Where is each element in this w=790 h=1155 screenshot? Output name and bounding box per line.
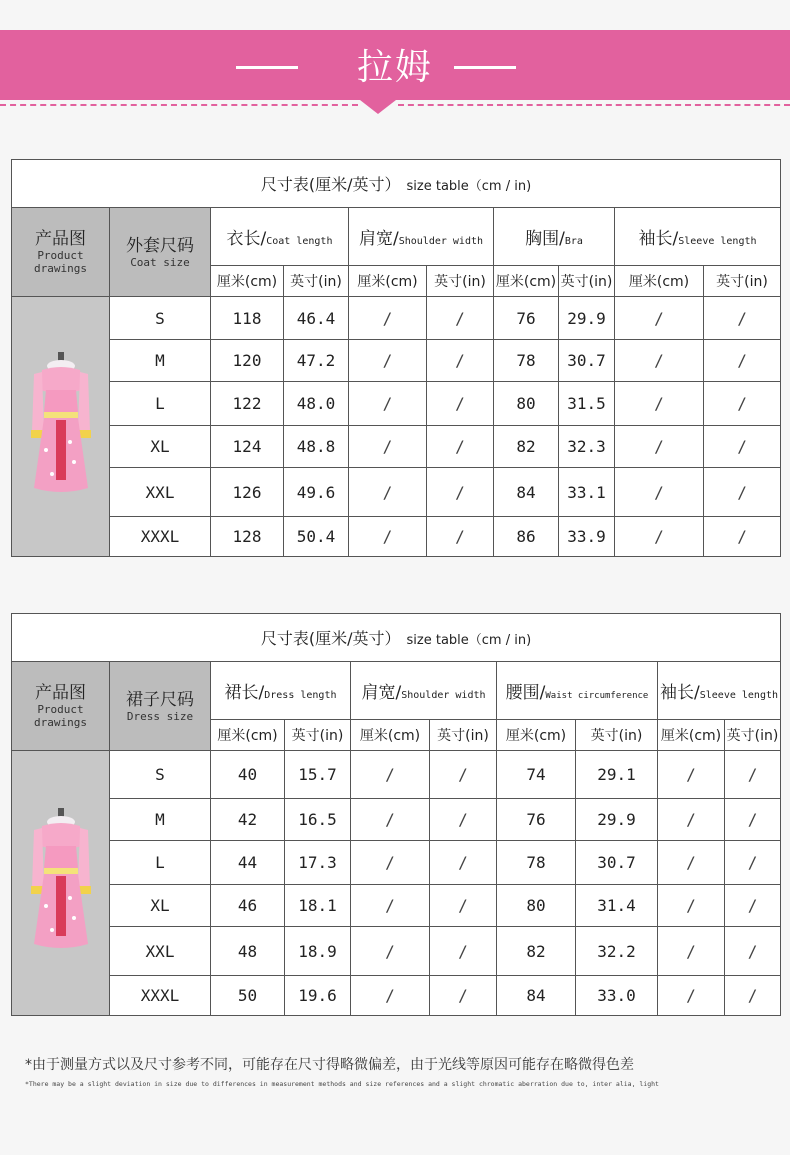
empty-value-cell: / xyxy=(427,297,494,340)
table-row xyxy=(12,799,781,841)
empty-value-cell: / xyxy=(704,297,781,340)
empty-value-cell: / xyxy=(351,976,430,1016)
unit-cm: 厘米(cm) xyxy=(211,266,284,297)
measure-header-waist: 腰围/Waist circumference xyxy=(497,662,658,720)
unit-cm: 厘米(cm) xyxy=(349,266,427,297)
empty-value-cell: / xyxy=(351,751,430,799)
value-cell: 31.5 xyxy=(559,382,615,426)
size-cell: L xyxy=(110,382,211,426)
value-cell: 33.0 xyxy=(576,976,658,1016)
measure-header-sleeve: 袖长/Sleeve length xyxy=(615,208,781,266)
size-cell: XXL xyxy=(110,927,211,976)
value-cell: 18.1 xyxy=(285,885,351,927)
size-cell: XL xyxy=(110,885,211,927)
empty-value-cell: / xyxy=(658,841,725,885)
table-body xyxy=(12,297,781,557)
empty-value-cell: / xyxy=(658,927,725,976)
value-cell: 74 xyxy=(497,751,576,799)
empty-value-cell: / xyxy=(704,340,781,382)
size-cell: XXXL xyxy=(110,976,211,1016)
value-cell: 49.6 xyxy=(284,468,349,517)
empty-value-cell: / xyxy=(704,426,781,468)
value-cell: 46.4 xyxy=(284,297,349,340)
measure-header-shoulder: 肩宽/Shoulder width xyxy=(349,208,494,266)
unit-cm: 厘米(cm) xyxy=(211,720,285,751)
empty-value-cell: / xyxy=(658,885,725,927)
product-drawing-header: 产品图 Product drawings xyxy=(12,662,110,751)
measure-header-sleeve: 袖长/Sleeve length xyxy=(658,662,781,720)
value-cell: 80 xyxy=(497,885,576,927)
measure-header-bust: 胸围/Bra xyxy=(494,208,615,266)
table-row xyxy=(12,751,781,799)
value-cell: 29.9 xyxy=(576,799,658,841)
empty-value-cell: / xyxy=(615,468,704,517)
table-row xyxy=(12,340,781,382)
value-cell: 82 xyxy=(497,927,576,976)
value-cell: 30.7 xyxy=(576,841,658,885)
size-cell: XXXL xyxy=(110,517,211,557)
value-cell: 44 xyxy=(211,841,285,885)
value-cell: 48 xyxy=(211,927,285,976)
empty-value-cell: / xyxy=(349,426,427,468)
empty-value-cell: / xyxy=(349,297,427,340)
empty-value-cell: / xyxy=(615,517,704,557)
empty-value-cell: / xyxy=(725,885,781,927)
empty-value-cell: / xyxy=(349,382,427,426)
table-row xyxy=(12,382,781,426)
size-cell: M xyxy=(110,799,211,841)
empty-value-cell: / xyxy=(615,382,704,426)
value-cell: 16.5 xyxy=(285,799,351,841)
value-cell: 118 xyxy=(211,297,284,340)
value-cell: 84 xyxy=(497,976,576,1016)
table-title: 尺寸表(厘米/英寸） size table（cm / in) xyxy=(12,160,781,208)
empty-value-cell: / xyxy=(427,517,494,557)
unit-cm: 厘米(cm) xyxy=(351,720,430,751)
unit-cm: 厘米(cm) xyxy=(658,720,725,751)
value-cell: 29.1 xyxy=(576,751,658,799)
value-cell: 31.4 xyxy=(576,885,658,927)
banner-notch xyxy=(360,100,396,114)
value-cell: 80 xyxy=(494,382,559,426)
empty-value-cell: / xyxy=(704,382,781,426)
measure-header-length: 衣长/Coat length xyxy=(211,208,349,266)
empty-value-cell: / xyxy=(430,976,497,1016)
value-cell: 76 xyxy=(494,297,559,340)
empty-value-cell: / xyxy=(725,927,781,976)
table-row xyxy=(12,976,781,1016)
coat-size-table xyxy=(11,159,781,557)
value-cell: 29.9 xyxy=(559,297,615,340)
value-cell: 84 xyxy=(494,468,559,517)
size-cell: XXL xyxy=(110,468,211,517)
table-row xyxy=(12,297,781,340)
value-cell: 86 xyxy=(494,517,559,557)
value-cell: 128 xyxy=(211,517,284,557)
empty-value-cell: / xyxy=(615,297,704,340)
value-cell: 47.2 xyxy=(284,340,349,382)
empty-value-cell: / xyxy=(349,468,427,517)
value-cell: 122 xyxy=(211,382,284,426)
value-cell: 50.4 xyxy=(284,517,349,557)
table-row xyxy=(12,468,781,517)
value-cell: 32.3 xyxy=(559,426,615,468)
empty-value-cell: / xyxy=(427,468,494,517)
table-row xyxy=(12,426,781,468)
value-cell: 76 xyxy=(497,799,576,841)
empty-value-cell: / xyxy=(427,382,494,426)
banner-dash-right xyxy=(398,104,790,106)
value-cell: 33.1 xyxy=(559,468,615,517)
empty-value-cell: / xyxy=(725,799,781,841)
dress-size-table xyxy=(11,613,781,1016)
empty-value-cell: / xyxy=(351,799,430,841)
empty-value-cell: / xyxy=(430,841,497,885)
unit-in: 英寸(in) xyxy=(704,266,781,297)
size-cell: S xyxy=(110,297,211,340)
measure-header-shoulder: 肩宽/Shoulder width xyxy=(351,662,497,720)
empty-value-cell: / xyxy=(430,799,497,841)
value-cell: 19.6 xyxy=(285,976,351,1016)
empty-value-cell: / xyxy=(725,751,781,799)
size-cell: L xyxy=(110,841,211,885)
value-cell: 30.7 xyxy=(559,340,615,382)
size-cell: M xyxy=(110,340,211,382)
value-cell: 33.9 xyxy=(559,517,615,557)
value-cell: 82 xyxy=(494,426,559,468)
value-cell: 17.3 xyxy=(285,841,351,885)
table-row xyxy=(12,885,781,927)
measure-header-length: 裙长/Dress length xyxy=(211,662,351,720)
empty-value-cell: / xyxy=(427,426,494,468)
empty-value-cell: / xyxy=(615,426,704,468)
unit-in: 英寸(in) xyxy=(284,266,349,297)
empty-value-cell: / xyxy=(704,517,781,557)
value-cell: 48.0 xyxy=(284,382,349,426)
size-header: 外套尺码 Coat size xyxy=(110,208,211,297)
unit-in: 英寸(in) xyxy=(430,720,497,751)
value-cell: 78 xyxy=(497,841,576,885)
unit-in: 英寸(in) xyxy=(576,720,658,751)
empty-value-cell: / xyxy=(430,751,497,799)
banner-dash-left xyxy=(0,104,358,106)
value-cell: 120 xyxy=(211,340,284,382)
value-cell: 42 xyxy=(211,799,285,841)
empty-value-cell: / xyxy=(351,927,430,976)
empty-value-cell: / xyxy=(725,841,781,885)
value-cell: 48.8 xyxy=(284,426,349,468)
value-cell: 126 xyxy=(211,468,284,517)
unit-cm: 厘米(cm) xyxy=(494,266,559,297)
size-cell: XL xyxy=(110,426,211,468)
empty-value-cell: / xyxy=(351,885,430,927)
empty-value-cell: / xyxy=(349,340,427,382)
disclaimer-zh: *由于测量方式以及尺寸参考不同，可能存在尺寸得略微偏差，由于光线等原因可能存在略微得色差 xyxy=(25,1057,634,1073)
unit-cm: 厘米(cm) xyxy=(615,266,704,297)
empty-value-cell: / xyxy=(658,799,725,841)
table-row xyxy=(12,927,781,976)
value-cell: 40 xyxy=(211,751,285,799)
value-cell: 32.2 xyxy=(576,927,658,976)
product-drawing-header: 产品图 Product drawings xyxy=(12,208,110,297)
unit-in: 英寸(in) xyxy=(725,720,781,751)
unit-in: 英寸(in) xyxy=(285,720,351,751)
value-cell: 50 xyxy=(211,976,285,1016)
empty-value-cell: / xyxy=(427,340,494,382)
coat-dress-illustration xyxy=(28,806,94,956)
size-cell: S xyxy=(110,751,211,799)
empty-value-cell: / xyxy=(430,927,497,976)
unit-cm: 厘米(cm) xyxy=(497,720,576,751)
empty-value-cell: / xyxy=(658,976,725,1016)
empty-value-cell: / xyxy=(658,751,725,799)
empty-value-cell: / xyxy=(351,841,430,885)
coat-dress-illustration xyxy=(28,350,94,500)
empty-value-cell: / xyxy=(704,468,781,517)
value-cell: 78 xyxy=(494,340,559,382)
value-cell: 124 xyxy=(211,426,284,468)
empty-value-cell: / xyxy=(615,340,704,382)
value-cell: 15.7 xyxy=(285,751,351,799)
size-header: 裙子尺码 Dress size xyxy=(110,662,211,751)
empty-value-cell: / xyxy=(430,885,497,927)
table-body xyxy=(12,751,781,1016)
product-image xyxy=(12,297,110,557)
unit-in: 英寸(in) xyxy=(427,266,494,297)
page-title: 拉姆 xyxy=(356,47,433,88)
table-title: 尺寸表(厘米/英寸） size table（cm / in) xyxy=(12,614,781,662)
empty-value-cell: / xyxy=(725,976,781,1016)
unit-in: 英寸(in) xyxy=(559,266,615,297)
disclaimer-en: *There may be a slight deviation in size due to differences in measurement methods and size references and a slight chromatic aberration due to, inter alia, light xyxy=(25,1080,659,1088)
product-image xyxy=(12,751,110,1016)
empty-value-cell: / xyxy=(349,517,427,557)
value-cell: 46 xyxy=(211,885,285,927)
table-row xyxy=(12,517,781,557)
value-cell: 18.9 xyxy=(285,927,351,976)
table-row xyxy=(12,841,781,885)
